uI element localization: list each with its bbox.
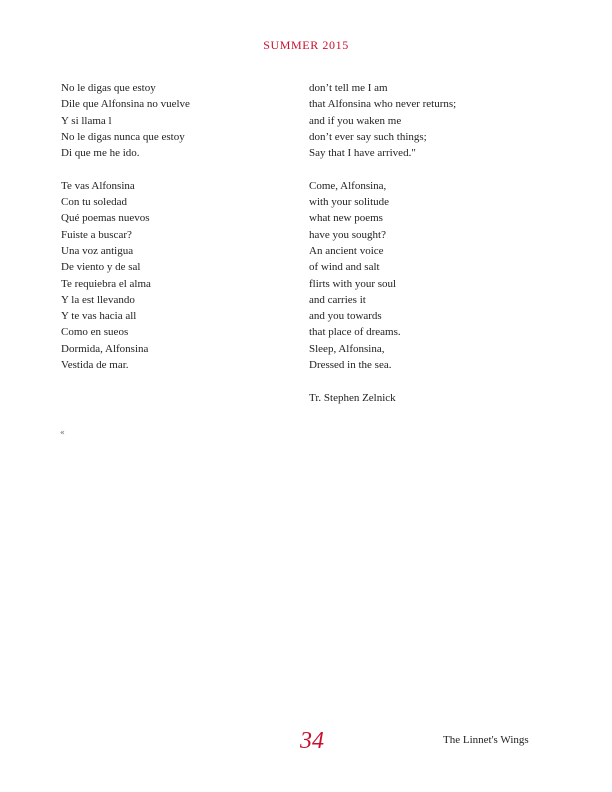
poem-line: Y te vas hacia all xyxy=(61,310,137,323)
poem-line: what new poems xyxy=(309,212,383,225)
poem-line: Como en sueos xyxy=(61,326,129,339)
poem-line: An ancient voice xyxy=(309,244,384,257)
poem-line: and if you waken me xyxy=(309,114,402,127)
poem-line: flirts with your soul xyxy=(309,277,397,290)
page-number-text: 34 xyxy=(300,728,324,753)
poem-line: Vestida de mar. xyxy=(61,359,129,372)
poem-line: Di que me he ido. xyxy=(61,147,140,160)
section-mark: « xyxy=(60,428,65,437)
poem-line: Dressed in the sea. xyxy=(309,359,392,372)
poem-line: that Alfonsina who never returns; xyxy=(309,98,457,111)
poem-line: Una voz antigua xyxy=(61,244,134,257)
poem-line: of wind and salt xyxy=(309,261,380,274)
poem-line: that place of dreams. xyxy=(309,326,401,339)
english-column xyxy=(309,80,549,406)
page-number xyxy=(290,727,334,753)
poem-line: don’t tell me I am xyxy=(309,82,388,94)
poem-line: Come, Alfonsina, xyxy=(309,179,387,192)
english-stanza-1 xyxy=(309,80,549,161)
poem-line: Te requiebra el alma xyxy=(61,277,151,290)
page-number-graphic xyxy=(290,727,334,753)
publication-title: The Linnet's Wings xyxy=(443,734,529,746)
poem-line: Te vas Alfonsina xyxy=(61,179,135,192)
poem-line: No le digas que estoy xyxy=(61,82,156,94)
spanish-stanza-2 xyxy=(61,178,281,374)
poem-line: No le digas nunca que estoy xyxy=(61,130,185,143)
poem-line: De viento y de sal xyxy=(61,261,141,274)
poem-line: don’t ever say such things; xyxy=(309,130,427,143)
poem-line: Con tu soledad xyxy=(61,196,127,209)
poem-line: and you towards xyxy=(309,310,382,323)
running-title: SUMMER 2015 xyxy=(263,38,349,52)
poem-line: Y si llama l xyxy=(61,114,112,127)
poem-line: have you sought? xyxy=(309,228,386,241)
poem-line: Fuiste a buscar? xyxy=(61,228,132,241)
spanish-stanza-1 xyxy=(61,80,281,161)
poem-line: Dormida, Alfonsina xyxy=(61,342,149,355)
poem-line: Y la est llevando xyxy=(61,293,135,306)
poem-line: with your solitude xyxy=(309,196,390,209)
poem-line: Say that I have arrived." xyxy=(309,147,416,160)
translator-credit: Tr. Stephen Zelnick xyxy=(309,391,396,404)
poem-line: Dile que Alfonsina no vuelve xyxy=(61,98,190,111)
spanish-column xyxy=(61,80,281,390)
poem-line: Qué poemas nuevos xyxy=(61,212,150,225)
poem-line: Sleep, Alfonsina, xyxy=(309,342,385,355)
poem-line: and carries it xyxy=(309,293,366,306)
english-stanza-2 xyxy=(309,178,549,374)
